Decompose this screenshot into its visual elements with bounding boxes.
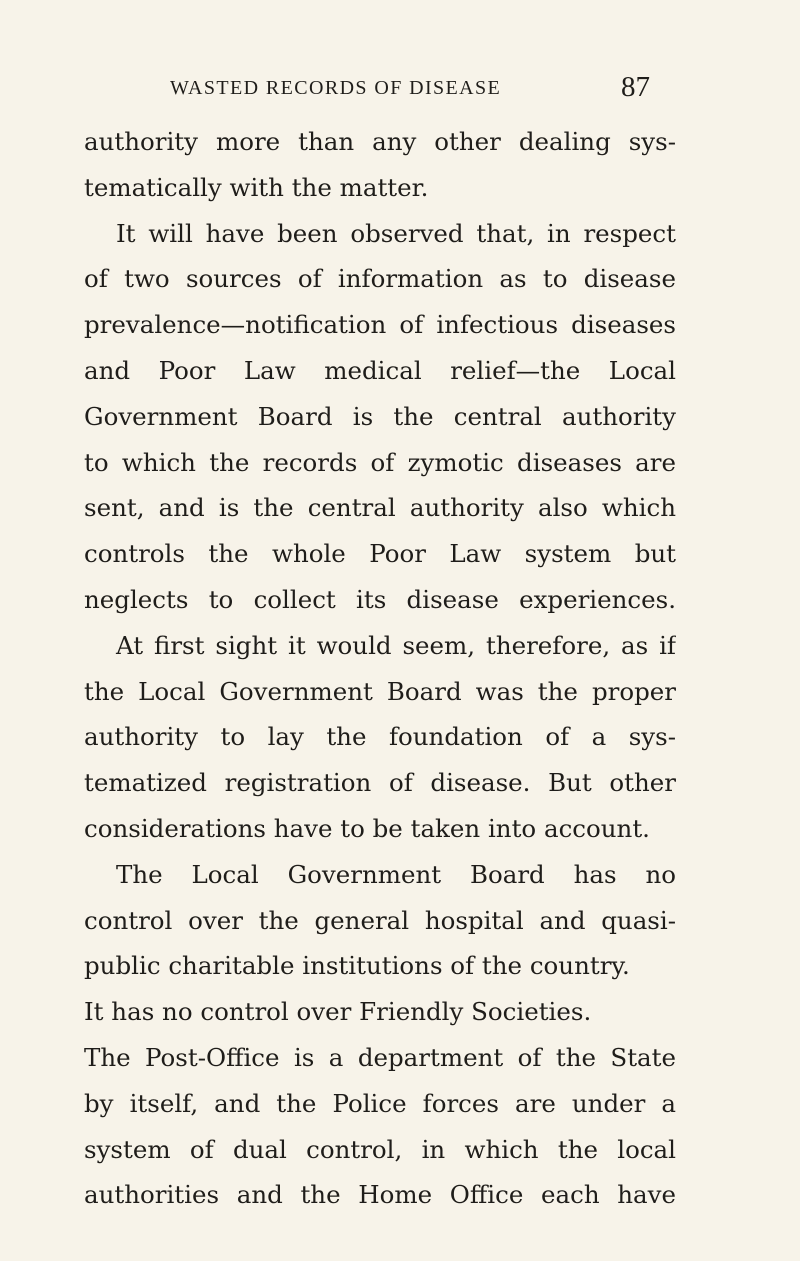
page-number: 87 (621, 71, 650, 103)
text-line: neglects to collect its disease experiences. (84, 584, 676, 614)
text-line: controls the whole Poor Law system but (84, 539, 676, 569)
body-text (84, 119, 676, 1218)
text-line: authority to lay the foundation of a sys- (84, 722, 676, 752)
text-line: by itself, and the Police forces are under a (84, 1088, 676, 1118)
text-line: tematically with the matter. (84, 172, 429, 202)
text-line: sent, and is the central authority also which (84, 493, 676, 523)
text-line: tematized registration of disease. But other (84, 768, 676, 798)
text-line: authority more than any other dealing sys- (84, 127, 676, 156)
text-line: considerations have to be taken into account. (84, 813, 650, 843)
text-line: and Poor Law medical relief—the Local (84, 355, 676, 385)
text-line: The Local Government Board has no (116, 859, 676, 889)
text-line: to which the records of zymotic diseases are (84, 447, 676, 477)
text-line: prevalence—notification of infectious diseases (84, 310, 676, 340)
text-line: system of dual control, in which the local (84, 1134, 676, 1164)
running-head (170, 72, 650, 108)
text-line: of two sources of information as to disease (84, 264, 676, 294)
text-line: the Local Government Board was the proper (84, 676, 676, 706)
text-line: It has no control over Friendly Societies. (84, 997, 592, 1027)
text-line: control over the general hospital and quasi- (84, 905, 676, 935)
text-line: Government Board is the central authority (84, 401, 676, 431)
text-line: It will have been observed that, in respect (116, 218, 676, 248)
text-line: public charitable institutions of the country. (84, 951, 630, 981)
text-line: The Post-Office is a department of the State (84, 1042, 676, 1072)
running-head-title: WASTED RECORDS OF DISEASE (170, 77, 502, 99)
text-line: authorities and the Home Office each have (84, 1180, 676, 1210)
text-line: At first sight it would seem, therefore, as if (116, 630, 676, 660)
